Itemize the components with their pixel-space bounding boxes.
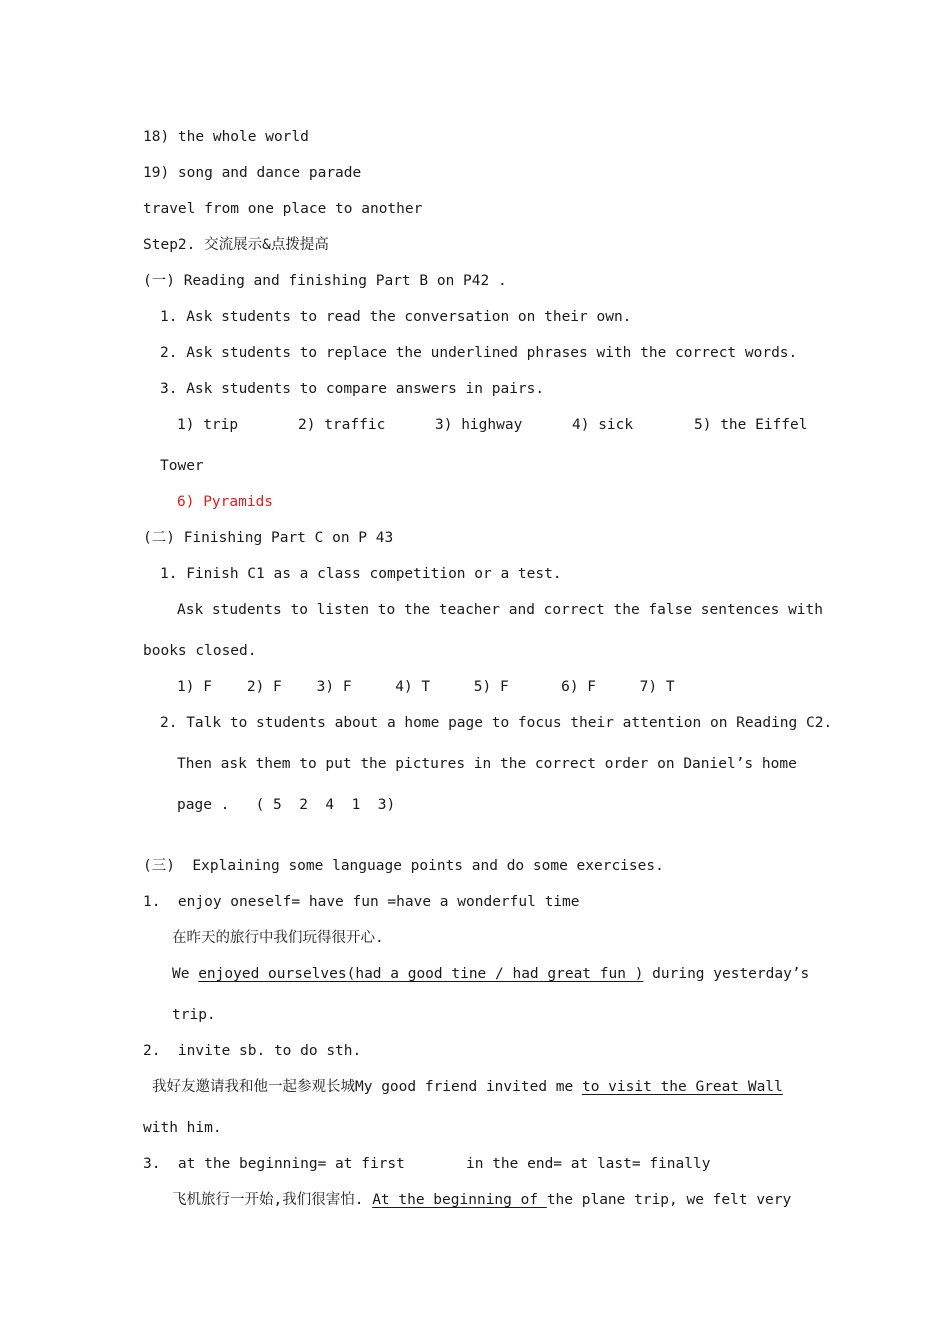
section-one-heading: (一) Reading and finishing Part B on P42 .	[143, 273, 507, 289]
point-1-english: We enjoyed ourselves(had a good tine / had great fun ) during yesterday’s	[172, 966, 810, 982]
instruction-b1-detail: Ask students to listen to the teacher and correct the false sentences with	[177, 602, 824, 618]
underlined-answer: to visit the Great Wall	[581, 1079, 783, 1095]
point-2-sentence: 我好友邀请我和他一起参观长城My good friend invited me to visit the Great Wall	[152, 1079, 783, 1095]
instruction-b1: 1. Finish C1 as a class competition or a test.	[160, 566, 562, 582]
answer-4: 4) sick	[572, 417, 634, 433]
true-false-answers: 1) F 2) F 3) F 4) T 5) F 6) F 7) T	[177, 679, 675, 695]
step2-heading: Step2. 交流展示&点拨提高	[143, 237, 329, 253]
point-1: 1. enjoy oneself= have fun =have a wonderful time	[143, 894, 580, 910]
point-2: 2. invite sb. to do sth.	[143, 1043, 362, 1059]
picture-order-answer: page . ( 5 2 4 1 3)	[177, 797, 396, 813]
instruction-a2: 2. Ask students to replace the underlined phrases with the correct words.	[160, 345, 798, 361]
instruction-b2-continued: Then ask them to put the pictures in the correct order on Daniel’s home	[177, 756, 797, 772]
instruction-b1-detail-continued: books closed.	[143, 643, 257, 659]
underlined-answer: At the beginning of	[372, 1192, 547, 1208]
vocab-item-19: 19) song and dance parade	[143, 165, 362, 181]
section-three-heading: (三) Explaining some language points and do some exercises.	[143, 858, 664, 874]
answer-1: 1) trip	[177, 417, 239, 433]
vocab-item-18: 18) the whole world	[143, 129, 309, 145]
instruction-a1: 1. Ask students to read the conversation on their own.	[160, 309, 632, 325]
underlined-answer: enjoyed ourselves(had a good tine / had great fun )	[198, 966, 644, 982]
instruction-b2: 2. Talk to students about a home page to focus their attention on Reading C2.	[160, 715, 833, 731]
point-2-sentence-continued: with him.	[143, 1120, 222, 1136]
point-3-sentence: 飞机旅行一开始,我们很害怕. At the beginning of the plane trip, we felt very	[172, 1192, 792, 1208]
section-two-heading: (二) Finishing Part C on P 43	[143, 530, 394, 546]
answer-5-continued: Tower	[160, 458, 204, 474]
answer-6: 6) Pyramids	[177, 494, 274, 510]
point-3: 3. at the beginning= at first in the end= at last= finally	[143, 1156, 711, 1172]
vocab-item-travel: travel from one place to another	[143, 201, 423, 217]
point-1-chinese: 在昨天的旅行中我们玩得很开心.	[172, 930, 384, 946]
answer-2: 2) traffic	[298, 417, 386, 433]
instruction-a3: 3. Ask students to compare answers in pairs.	[160, 381, 545, 397]
answer-5: 5) the Eiffel	[694, 417, 808, 433]
answer-3: 3) highway	[435, 417, 523, 433]
point-1-english-continued: trip.	[172, 1007, 216, 1023]
